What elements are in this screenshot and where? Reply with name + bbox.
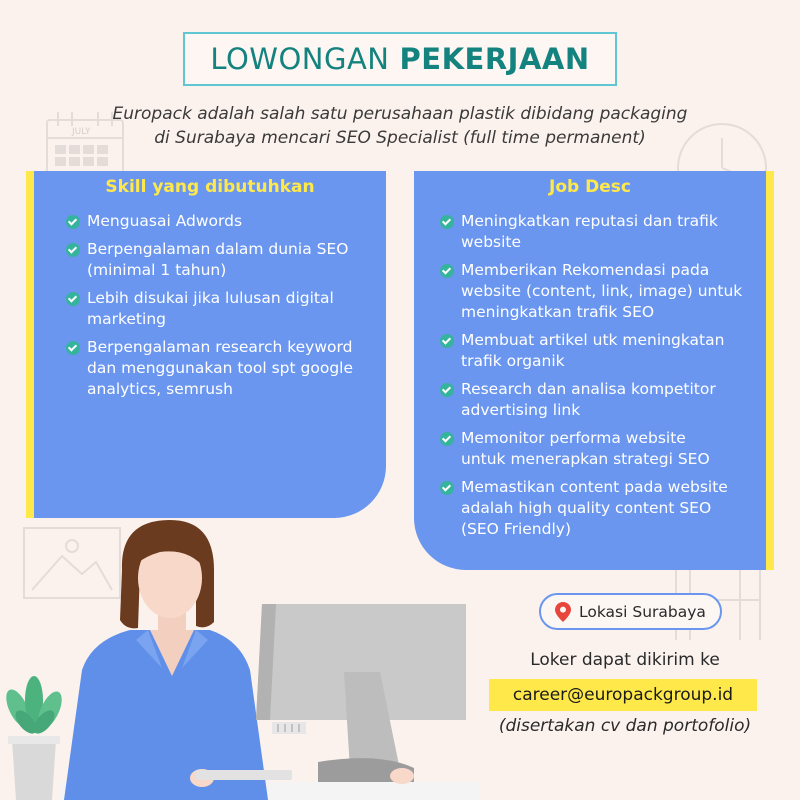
title-bold: PEKERJAAN	[399, 42, 590, 76]
list-item-text	[461, 477, 754, 540]
person-at-computer-illustration	[0, 500, 480, 800]
computer-monitor	[256, 604, 466, 782]
list-item	[440, 211, 754, 253]
intro-line: Europack adalah salah satu perusahaan plastik dibidang packaging	[112, 104, 688, 124]
list-item-line: meningkatkan trafik SEO	[461, 303, 655, 321]
check-circle-icon	[440, 481, 454, 495]
list-item-line: (SEO Friendly)	[461, 520, 571, 538]
skill-heading: Skill yang dibutuhkan	[105, 177, 315, 197]
list-item	[440, 260, 754, 323]
check-circle-icon	[66, 215, 80, 229]
list-item-line: website (content, link, image) untuk	[461, 282, 743, 300]
check-circle-icon	[440, 432, 454, 446]
jobdesc-heading: Job Desc	[549, 177, 631, 197]
list-item-line: website	[461, 233, 522, 251]
list-item-line: Meningkatkan reputasi dan trafik	[461, 212, 718, 230]
list-item-text	[461, 379, 754, 421]
skill-card	[26, 171, 386, 518]
list-item-line: Berpengalaman research keyword	[87, 338, 353, 356]
plant-icon	[1, 676, 66, 800]
list-item-text	[87, 288, 374, 330]
list-item-line: advertising link	[461, 401, 581, 419]
list-item-line: trafik organik	[461, 352, 565, 370]
page-title	[183, 32, 617, 86]
send-instruction: Loker dapat dikirim ke	[530, 650, 720, 670]
jobdesc-list	[440, 211, 754, 547]
list-item-line: marketing	[87, 310, 166, 328]
list-item-line: adalah high quality content SEO	[461, 499, 712, 517]
check-circle-icon	[440, 215, 454, 229]
list-item	[66, 211, 374, 232]
list-item	[66, 288, 374, 330]
list-item-line: (minimal 1 tahun)	[87, 261, 227, 279]
list-item-line: Berpengalaman dalam dunia SEO	[87, 240, 349, 258]
attachment-note: (disertakan cv dan portofolio)	[498, 716, 752, 736]
list-item-text	[461, 211, 754, 253]
list-item-line: Research dan analisa kompetitor	[461, 380, 716, 398]
list-item	[440, 428, 754, 470]
email-address[interactable]: career@europackgroup.id	[489, 679, 757, 711]
list-item	[440, 477, 754, 540]
location-label: Lokasi Surabaya	[579, 602, 706, 621]
calendar-month-label: JULY	[72, 127, 91, 137]
list-item-line: Menguasai Adwords	[87, 212, 243, 230]
list-item-line: Membuat artikel utk meningkatan	[461, 331, 725, 349]
check-circle-icon	[66, 341, 80, 355]
check-circle-icon	[440, 383, 454, 397]
list-item-text	[87, 337, 374, 400]
title-light: LOWONGAN	[210, 42, 390, 76]
list-item-line: untuk menerapkan strategi SEO	[461, 450, 710, 468]
list-item-line: Memonitor performa website	[461, 429, 686, 447]
list-item-text	[87, 211, 374, 232]
list-item-text	[87, 239, 374, 281]
intro-text	[60, 102, 740, 150]
list-item-line: Memberikan Rekomendasi pada	[461, 261, 710, 279]
intro-line: di Surabaya mencari SEO Specialist (full time permanent)	[154, 128, 646, 148]
person-figure	[64, 520, 268, 800]
list-item-line: dan menggunakan tool spt google	[87, 359, 354, 377]
list-item	[66, 239, 374, 281]
map-pin-icon	[555, 602, 571, 622]
check-circle-icon	[66, 292, 80, 306]
list-item	[440, 330, 754, 372]
list-item	[66, 337, 374, 400]
list-item-line: Memastikan content pada website	[461, 478, 728, 496]
list-item-line: analytics, semrush	[87, 380, 233, 398]
check-circle-icon	[66, 243, 80, 257]
keyboard	[196, 770, 292, 780]
list-item	[440, 379, 754, 421]
list-item-text	[461, 428, 754, 470]
list-item-text	[461, 330, 754, 372]
check-circle-icon	[440, 334, 454, 348]
skill-list	[66, 211, 374, 407]
list-item-line: Lebih disukai jika lulusan digital	[87, 289, 334, 307]
check-circle-icon	[440, 264, 454, 278]
list-item-text	[461, 260, 754, 323]
location-badge	[539, 593, 722, 630]
